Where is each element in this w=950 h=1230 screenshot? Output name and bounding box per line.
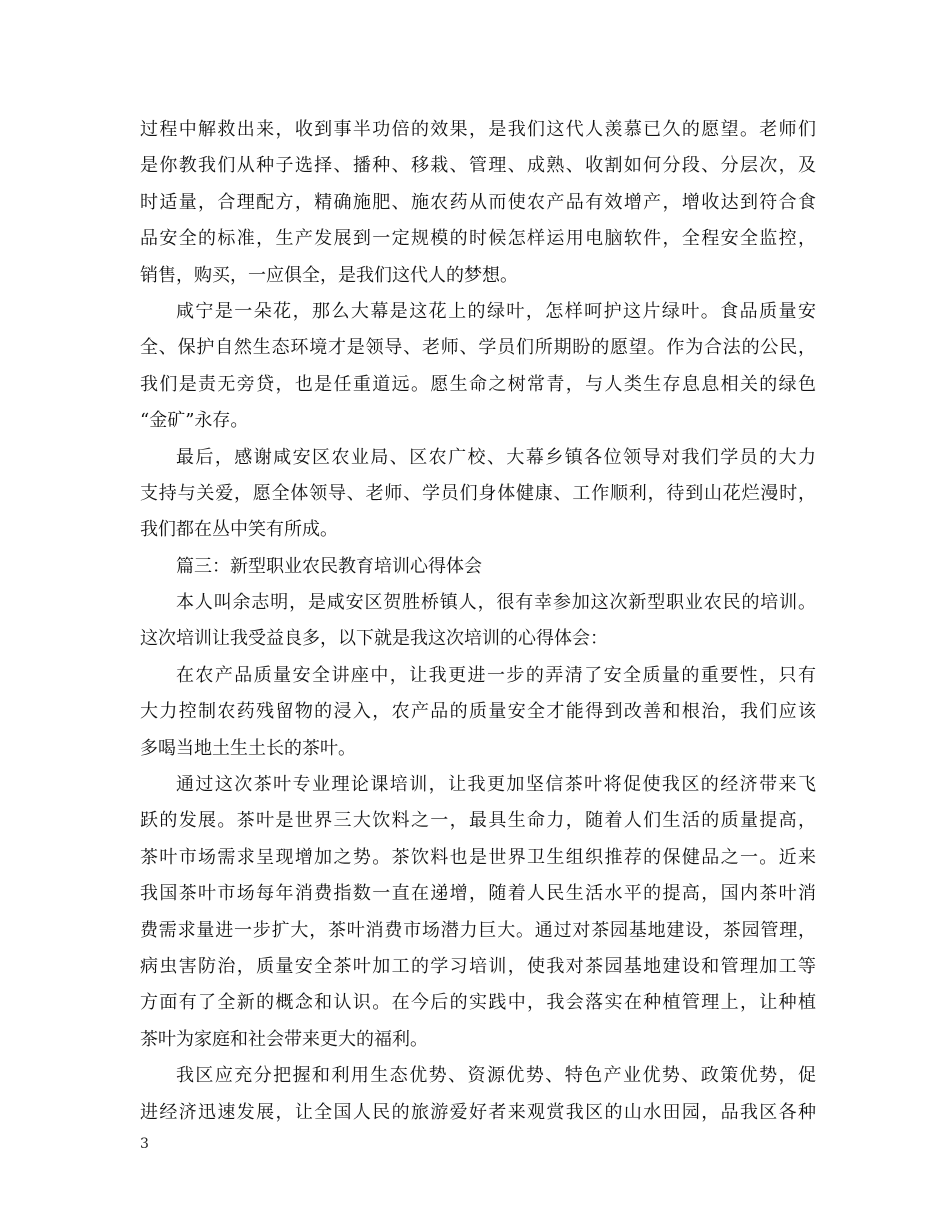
text-line: 我们都在丛中笑有所成。 [140,519,338,541]
text-line: 大力控制农药残留物的浸入，农产品的质量安全才能得到改善和根治，我们应该 [140,701,816,723]
text-line: 我国茶叶市场每年消费指数一直在递增，随着人民生活水平的提高，国内茶叶消 [140,883,816,905]
paragraph-first-line: 在农产品质量安全讲座中，让我更进一步的弄清了安全质量的重要性，只有 [176,664,816,686]
text-line: 时适量，合理配方，精确施肥、施农药从而使农产品有效增产，增收达到符合食 [140,191,816,213]
paragraph-first-line: 本人叫余志明，是咸安区贺胜桥镇人，很有幸参加这次新型职业农民的培训。 [176,592,816,614]
section-heading: 篇三：新型职业农民教育培训心得体会 [176,555,482,577]
text-line: 品安全的标准，生产发展到一定规模的时候怎样运用电脑软件，全程安全监控， [140,228,816,250]
paragraph-first-line: 最后，感谢咸安区农业局、区农广校、大幕乡镇各位领导对我们学员的大力 [176,446,816,468]
text-line: 跃的发展。茶叶是世界三大饮料之一，最具生命力，随着人们生活的质量提高， [140,810,816,832]
text-line: 进经济迅速发展，让全国人民的旅游爱好者来观赏我区的山水田园，品我区各种 [140,1101,816,1123]
text-line: 病虫害防治，质量安全茶叶加工的学习培训，使我对茶园基地建设和管理加工等 [140,955,816,977]
text-line: 我们是责无旁贷，也是任重道远。愿生命之树常青，与人类生存息息相关的绿色 [140,373,816,395]
body-text [140,112,816,1131]
page-number: 3 [140,1136,149,1152]
text-line: 茶叶市场需求呈现增加之势。茶饮料也是世界卫生组织推荐的保健品之一。近来 [140,846,816,868]
text-line: 茶叶为家庭和社会带来更大的福利。 [140,1028,428,1050]
text-line: 这次培训让我受益良多，以下就是我这次培训的心得体会： [140,628,608,650]
paragraph-first-line: 我区应充分把握和利用生态优势、资源优势、特色产业优势、政策优势，促 [176,1065,816,1087]
paragraph-first-line: 咸宁是一朵花，那么大幕是这花上的绿叶，怎样呵护这片绿叶。食品质量安 [176,300,816,322]
text-line: “金矿”永存。 [140,410,249,432]
text-line: 过程中解救出来，收到事半功倍的效果，是我们这代人羡慕已久的愿望。老师们 [140,119,816,140]
text-line: 销售，购买，一应俱全，是我们这代人的梦想。 [140,264,518,286]
paragraph-first-line: 通过这次茶叶专业理论课培训，让我更加坚信茶叶将促使我区的经济带来飞 [176,774,816,796]
text-line: 是你教我们从种子选择、播种、移栽、管理、成熟、收割如何分段、分层次，及 [140,155,816,177]
text-line: 全、保护自然生态环境才是领导、老师、学员们所期盼的愿望。作为合法的公民， [140,337,816,359]
text-line: 方面有了全新的概念和认识。在今后的实践中，我会落实在种植管理上，让种植 [140,992,816,1014]
text-line: 多喝当地土生土长的茶叶。 [140,737,356,759]
text-line: 费需求量进一步扩大，茶叶消费市场潜力巨大。通过对茶园基地建设，茶园管理， [140,919,816,941]
text-line: 支持与关爱，愿全体领导、老师、学员们身体健康、工作顺利，待到山花烂漫时， [140,482,816,504]
